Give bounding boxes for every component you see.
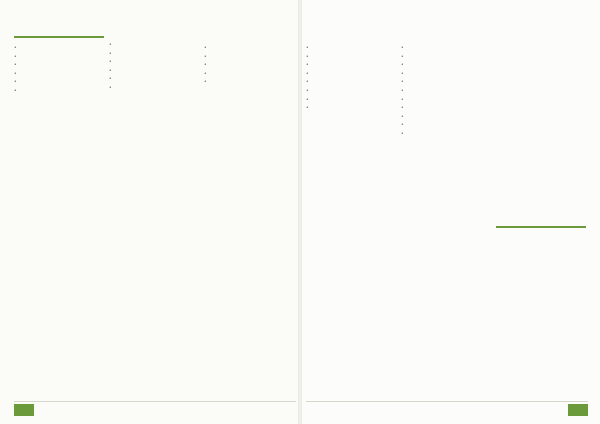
bullet-item bbox=[401, 88, 493, 94]
bullet-item bbox=[401, 62, 493, 68]
bullet-item bbox=[204, 71, 296, 77]
bullet-item bbox=[401, 79, 493, 85]
bullet-item bbox=[306, 97, 398, 103]
left-page-number bbox=[14, 404, 34, 416]
bullet-item bbox=[306, 62, 398, 68]
right-running-footer bbox=[322, 404, 562, 416]
left-column-3 bbox=[204, 42, 296, 392]
bullet-item bbox=[204, 45, 296, 51]
left-accent-bar bbox=[14, 36, 104, 38]
bullet-item bbox=[401, 122, 493, 128]
bullet-item bbox=[401, 131, 493, 137]
bullet-item bbox=[14, 45, 106, 51]
left-column-1 bbox=[14, 42, 106, 392]
bullet-item bbox=[401, 97, 493, 103]
right-column-1 bbox=[306, 42, 398, 392]
bullet-item bbox=[14, 62, 106, 68]
bullet-item bbox=[204, 54, 296, 60]
right-footer-rule bbox=[306, 401, 588, 402]
right-page bbox=[302, 0, 600, 424]
bullet-item bbox=[109, 85, 201, 91]
bullet-item bbox=[14, 88, 106, 94]
bullet-item bbox=[306, 105, 398, 111]
bullet-item bbox=[306, 88, 398, 94]
bullet-item bbox=[14, 79, 106, 85]
bullet-item bbox=[401, 45, 493, 51]
bullet-item bbox=[109, 51, 201, 57]
bullet-item bbox=[109, 76, 201, 82]
bullet-item bbox=[401, 105, 493, 111]
left-running-footer bbox=[38, 404, 278, 416]
bullet-item bbox=[401, 114, 493, 120]
right-column-2 bbox=[401, 42, 493, 392]
bullet-item bbox=[306, 79, 398, 85]
bullet-item bbox=[306, 45, 398, 51]
bullet-item bbox=[204, 62, 296, 68]
bullet-item bbox=[401, 71, 493, 77]
bullet-item bbox=[109, 42, 201, 48]
bullet-item bbox=[306, 71, 398, 77]
bullet-item bbox=[109, 59, 201, 65]
bullet-item bbox=[204, 79, 296, 85]
left-page bbox=[0, 0, 298, 424]
bullet-item bbox=[109, 68, 201, 74]
left-footer-rule bbox=[14, 401, 296, 402]
bullet-item bbox=[306, 54, 398, 60]
right-accent-bar bbox=[496, 226, 586, 228]
left-column-2 bbox=[109, 42, 201, 392]
bullet-item bbox=[14, 71, 106, 77]
right-column-3 bbox=[496, 42, 588, 392]
bullet-item bbox=[14, 54, 106, 60]
bullet-item bbox=[401, 54, 493, 60]
right-page-number bbox=[568, 404, 588, 416]
